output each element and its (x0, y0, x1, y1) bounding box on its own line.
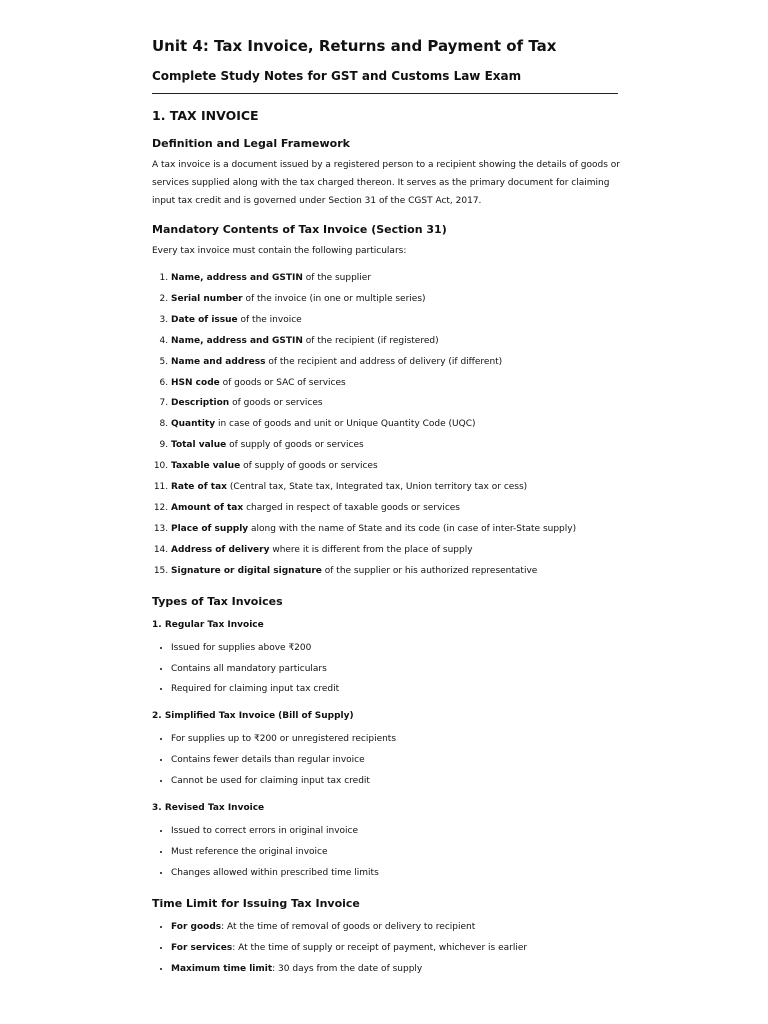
revised-invoice-list (152, 821, 620, 884)
definition-heading: Definition and Legal Framework (152, 137, 350, 150)
list-item: • Issued to correct errors in original invoice (171, 821, 620, 842)
list-item: • For services: At the time of supply or receipt of payment, whichever is earlier (171, 938, 620, 959)
definition-paragraph: A tax invoice is a document issued by a registered person to a recipient showing the details of goods or services supplied along with the tax charged thereon. It serves as the primary document for claiming input tax credit and is governed under Section 31 of the CGST Act, 2017. (152, 160, 620, 206)
list-item: • Changes allowed within prescribed time limits (171, 863, 620, 884)
list-item: • Maximum time limit: 30 days from the date of supply (171, 959, 620, 980)
list-item: • For goods: At the time of removal of goods or delivery to recipient (171, 917, 620, 938)
list-item: 13. Place of supply along with the name of State and its code (in case of inter-State supply) (171, 519, 620, 540)
document-page (152, 36, 620, 979)
list-item: 14. Address of delivery where it is different from the place of supply (171, 540, 620, 561)
list-item: 9. Total value of supply of goods or services (171, 435, 620, 456)
list-item: 11. Rate of tax (Central tax, State tax, Integrated tax, Union territory tax or cess) (171, 477, 620, 498)
mandatory-contents-heading: Mandatory Contents of Tax Invoice (Section 31) (152, 223, 447, 236)
list-item: 3. Date of issue of the invoice (171, 310, 620, 331)
list-item: 10. Taxable value of supply of goods or services (171, 456, 620, 477)
list-item: 1. Name, address and GSTIN of the supplier (171, 268, 620, 289)
list-item: • For supplies up to ₹200 or unregistered recipients (171, 729, 620, 750)
regular-invoice-heading: 1. Regular Tax Invoice (152, 619, 264, 630)
title-divider (152, 93, 618, 94)
list-item: 5. Name and address of the recipient and address of delivery (if different) (171, 352, 620, 373)
list-item: • Contains all mandatory particulars (171, 659, 620, 680)
document-subtitle: Complete Study Notes for GST and Customs Law Exam (152, 69, 522, 83)
mandatory-contents-intro: Every tax invoice must contain the following particulars: (152, 246, 407, 256)
document-title: Unit 4: Tax Invoice, Returns and Payment of Tax (152, 37, 557, 55)
list-item: • Required for claiming input tax credit (171, 679, 620, 700)
list-item: • Cannot be used for claiming input tax credit (171, 771, 620, 792)
time-limit-heading: Time Limit for Issuing Tax Invoice (152, 896, 360, 910)
list-item: • Must reference the original invoice (171, 842, 620, 863)
list-item: 8. Quantity in case of goods and unit or Unique Quantity Code (UQC) (171, 414, 620, 435)
list-item: 4. Name, address and GSTIN of the recipient (if registered) (171, 331, 620, 352)
types-heading: Types of Tax Invoices (152, 594, 283, 608)
list-item: • Contains fewer details than regular invoice (171, 750, 620, 771)
list-item: 2. Serial number of the invoice (in one or multiple series) (171, 289, 620, 310)
section-heading-tax-invoice: 1. TAX INVOICE (152, 108, 259, 123)
mandatory-contents-list (152, 268, 620, 582)
list-item: 15. Signature or digital signature of the supplier or his authorized representative (171, 561, 620, 582)
regular-invoice-list (152, 638, 620, 701)
revised-invoice-heading: 3. Revised Tax Invoice (152, 803, 265, 814)
simplified-invoice-list (152, 729, 620, 792)
list-item: 7. Description of goods or services (171, 393, 620, 414)
list-item: • Issued for supplies above ₹200 (171, 638, 620, 659)
list-item: 12. Amount of tax charged in respect of taxable goods or services (171, 498, 620, 519)
list-item: 6. HSN code of goods or SAC of services (171, 373, 620, 394)
simplified-invoice-heading: 2. Simplified Tax Invoice (Bill of Supply) (152, 711, 354, 722)
time-limit-list (152, 917, 620, 980)
